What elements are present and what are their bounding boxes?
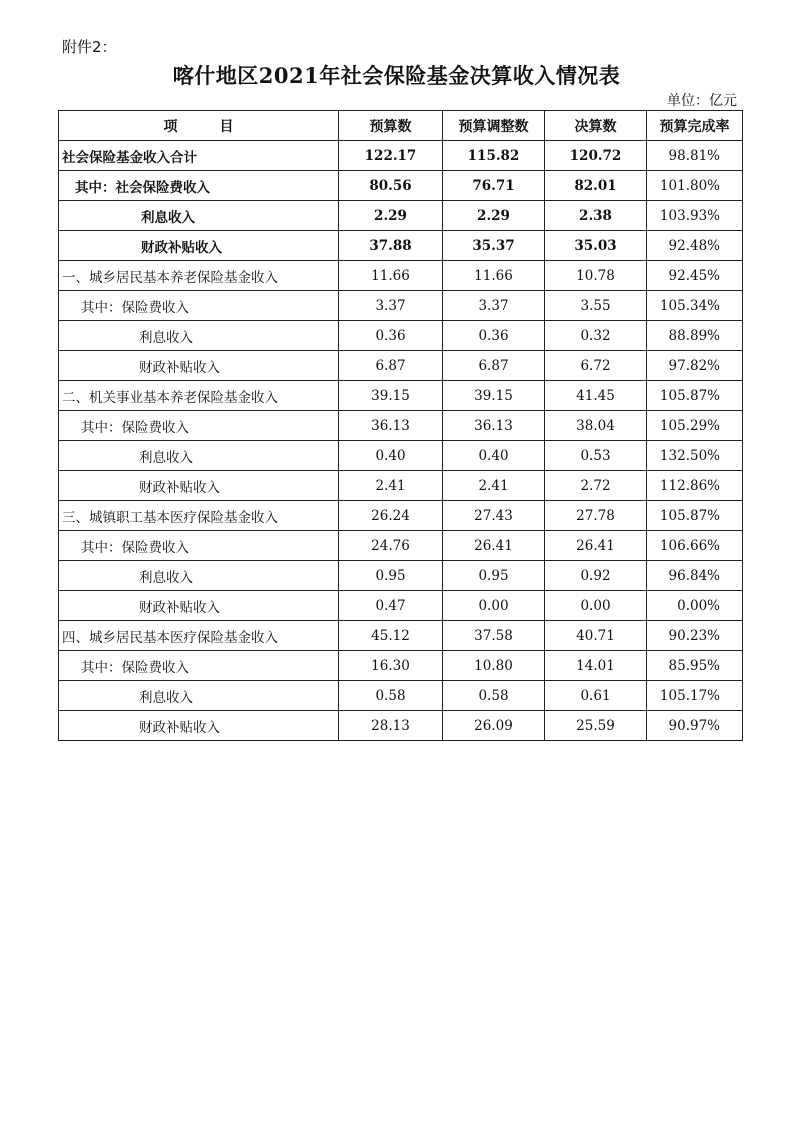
row-final: 0.00 xyxy=(545,591,647,621)
row-adjusted: 26.09 xyxy=(443,711,545,741)
row-adjusted: 11.66 xyxy=(443,261,545,291)
row-item: 财政补贴收入 xyxy=(59,591,339,621)
row-rate: 92.45% xyxy=(647,261,743,291)
row-item: 利息收入 xyxy=(59,681,339,711)
row-adjusted: 0.36 xyxy=(443,321,545,351)
row-rate: 132.50% xyxy=(647,441,743,471)
attachment-label: 附件2： xyxy=(62,38,117,56)
table-row xyxy=(59,471,743,501)
row-final: 0.32 xyxy=(545,321,647,351)
row-rate: 90.97% xyxy=(647,711,743,741)
row-item: 财政补贴收入 xyxy=(59,471,339,501)
row-rate: 112.86% xyxy=(647,471,743,501)
row-budget: 80.56 xyxy=(339,171,443,201)
row-item: 其中：保险费收入 xyxy=(59,651,339,681)
table-row xyxy=(59,381,743,411)
table-row xyxy=(59,441,743,471)
row-final: 2.38 xyxy=(545,201,647,231)
row-item: 二、机关事业基本养老保险基金收入 xyxy=(59,381,339,411)
row-final: 14.01 xyxy=(545,651,647,681)
row-item: 一、城乡居民基本养老保险基金收入 xyxy=(59,261,339,291)
income-table xyxy=(58,110,743,741)
row-rate: 88.89% xyxy=(647,321,743,351)
row-final: 40.71 xyxy=(545,621,647,651)
row-adjusted: 2.29 xyxy=(443,201,545,231)
table-row xyxy=(59,141,743,171)
row-rate: 105.17% xyxy=(647,681,743,711)
table-row xyxy=(59,321,743,351)
header-adjusted: 预算调整数 xyxy=(443,111,545,141)
row-adjusted: 27.43 xyxy=(443,501,545,531)
table-row xyxy=(59,351,743,381)
table-row xyxy=(59,171,743,201)
row-item: 财政补贴收入 xyxy=(59,231,339,261)
row-rate: 105.34% xyxy=(647,291,743,321)
row-item: 利息收入 xyxy=(59,441,339,471)
row-budget: 0.95 xyxy=(339,561,443,591)
row-budget: 16.30 xyxy=(339,651,443,681)
row-final: 10.78 xyxy=(545,261,647,291)
row-adjusted: 26.41 xyxy=(443,531,545,561)
row-budget: 11.66 xyxy=(339,261,443,291)
row-adjusted: 36.13 xyxy=(443,411,545,441)
row-final: 0.61 xyxy=(545,681,647,711)
row-final: 0.53 xyxy=(545,441,647,471)
row-rate: 90.23% xyxy=(647,621,743,651)
table-row xyxy=(59,561,743,591)
row-rate: 92.48% xyxy=(647,231,743,261)
unit-label: 单位：亿元 xyxy=(667,93,737,109)
row-final: 0.92 xyxy=(545,561,647,591)
table-row xyxy=(59,261,743,291)
row-final: 27.78 xyxy=(545,501,647,531)
row-budget: 39.15 xyxy=(339,381,443,411)
row-final: 41.45 xyxy=(545,381,647,411)
row-rate: 105.29% xyxy=(647,411,743,441)
row-rate: 0.00% xyxy=(647,591,743,621)
row-item: 利息收入 xyxy=(59,201,339,231)
table-row xyxy=(59,411,743,441)
table-row xyxy=(59,531,743,561)
table-row xyxy=(59,711,743,741)
row-final: 38.04 xyxy=(545,411,647,441)
row-rate: 106.66% xyxy=(647,531,743,561)
row-adjusted: 10.80 xyxy=(443,651,545,681)
row-budget: 3.37 xyxy=(339,291,443,321)
row-budget: 0.36 xyxy=(339,321,443,351)
row-budget: 0.47 xyxy=(339,591,443,621)
header-row xyxy=(59,111,743,141)
row-adjusted: 3.37 xyxy=(443,291,545,321)
row-item: 财政补贴收入 xyxy=(59,711,339,741)
row-budget: 2.41 xyxy=(339,471,443,501)
row-rate: 101.80% xyxy=(647,171,743,201)
row-item: 其中：社会保险费收入 xyxy=(59,171,339,201)
header-rate: 预算完成率 xyxy=(647,111,743,141)
row-budget: 36.13 xyxy=(339,411,443,441)
row-budget: 26.24 xyxy=(339,501,443,531)
row-budget: 6.87 xyxy=(339,351,443,381)
row-item: 其中：保险费收入 xyxy=(59,291,339,321)
row-adjusted: 0.58 xyxy=(443,681,545,711)
row-budget: 0.58 xyxy=(339,681,443,711)
row-item: 财政补贴收入 xyxy=(59,351,339,381)
row-adjusted: 39.15 xyxy=(443,381,545,411)
row-budget: 0.40 xyxy=(339,441,443,471)
table-row xyxy=(59,651,743,681)
row-budget: 37.88 xyxy=(339,231,443,261)
table-row xyxy=(59,501,743,531)
row-item: 四、城乡居民基本医疗保险基金收入 xyxy=(59,621,339,651)
row-rate: 98.81% xyxy=(647,141,743,171)
row-item: 利息收入 xyxy=(59,321,339,351)
row-final: 25.59 xyxy=(545,711,647,741)
row-adjusted: 37.58 xyxy=(443,621,545,651)
row-budget: 45.12 xyxy=(339,621,443,651)
row-rate: 96.84% xyxy=(647,561,743,591)
row-adjusted: 6.87 xyxy=(443,351,545,381)
header-final: 决算数 xyxy=(545,111,647,141)
row-item: 社会保险基金收入合计 xyxy=(59,141,339,171)
row-adjusted: 0.00 xyxy=(443,591,545,621)
table-row xyxy=(59,231,743,261)
header-budget: 预算数 xyxy=(339,111,443,141)
row-budget: 28.13 xyxy=(339,711,443,741)
row-final: 26.41 xyxy=(545,531,647,561)
row-item: 其中：保险费收入 xyxy=(59,531,339,561)
row-budget: 122.17 xyxy=(339,141,443,171)
page-title: 喀什地区2021年社会保险基金决算收入情况表 xyxy=(172,63,621,88)
table-row xyxy=(59,201,743,231)
row-rate: 105.87% xyxy=(647,381,743,411)
row-item: 利息收入 xyxy=(59,561,339,591)
row-adjusted: 0.95 xyxy=(443,561,545,591)
row-final: 120.72 xyxy=(545,141,647,171)
row-final: 2.72 xyxy=(545,471,647,501)
row-rate: 105.87% xyxy=(647,501,743,531)
row-adjusted: 35.37 xyxy=(443,231,545,261)
row-rate: 97.82% xyxy=(647,351,743,381)
row-final: 6.72 xyxy=(545,351,647,381)
row-budget: 24.76 xyxy=(339,531,443,561)
row-item: 三、城镇职工基本医疗保险基金收入 xyxy=(59,501,339,531)
row-final: 35.03 xyxy=(545,231,647,261)
row-rate: 85.95% xyxy=(647,651,743,681)
row-adjusted: 76.71 xyxy=(443,171,545,201)
row-final: 3.55 xyxy=(545,291,647,321)
row-adjusted: 0.40 xyxy=(443,441,545,471)
table-row xyxy=(59,621,743,651)
row-budget: 2.29 xyxy=(339,201,443,231)
row-rate: 103.93% xyxy=(647,201,743,231)
row-adjusted: 115.82 xyxy=(443,141,545,171)
row-adjusted: 2.41 xyxy=(443,471,545,501)
header-item: 项 目 xyxy=(59,111,339,141)
table-row xyxy=(59,291,743,321)
row-item: 其中：保险费收入 xyxy=(59,411,339,441)
table-row xyxy=(59,681,743,711)
table-row xyxy=(59,591,743,621)
row-final: 82.01 xyxy=(545,171,647,201)
